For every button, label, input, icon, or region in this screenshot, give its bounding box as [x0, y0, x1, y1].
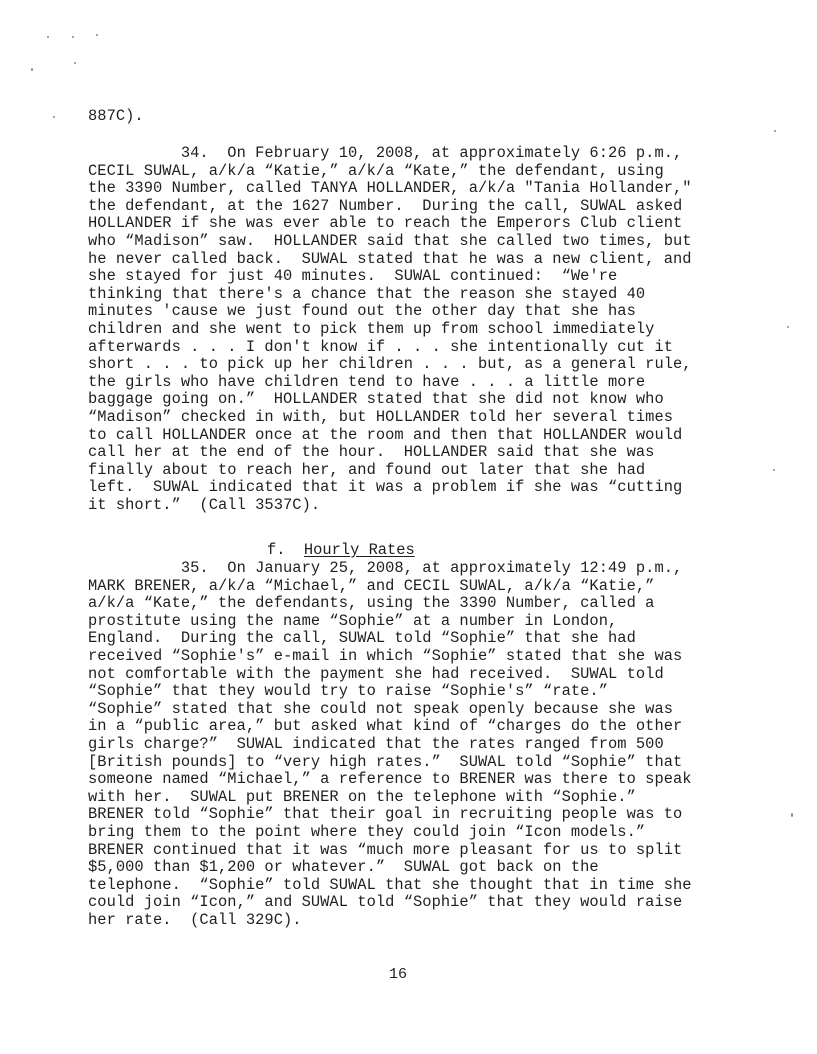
scan-speck	[47, 36, 49, 38]
paragraph-line: the 3390 Number, called TANYA HOLLANDER, a/k/a "Tania Hollander,"	[88, 179, 692, 198]
paragraph-line: [British pounds] to “very high rates.” SUWAL told “Sophie” that	[88, 752, 683, 771]
scan-speck	[791, 813, 793, 817]
paragraph-line: received “Sophie's” e-mail in which “Sophie” stated that she was	[88, 647, 683, 665]
paragraph-line: England. During the call, SUWAL told “Sophie” that she had	[88, 629, 636, 648]
paragraph-line: 35. On January 25, 2008, at approximately 12:49 p.m.,	[88, 559, 683, 577]
paragraph-line: it short.” (Call 3537C).	[88, 496, 321, 514]
scan-speck	[96, 34, 98, 36]
paragraph-line: someone named “Michael,” a reference to BRENER was there to speak	[88, 770, 692, 789]
paragraph-line: in a “public area,” but asked what kind of “charges do the other	[88, 717, 683, 736]
scan-speck	[74, 62, 76, 64]
paragraph-line: left. SUWAL indicated that it was a problem if she was “cutting	[88, 478, 683, 497]
paragraph-line: MARK BRENER, a/k/a “Michael,” and CECIL SUWAL, a/k/a “Katie,”	[88, 576, 655, 595]
paragraph-line: HOLLANDER if she was ever able to reach the Emperors Club client	[88, 214, 683, 233]
paragraph-line: prostitute using the name “Sophie” at a number in London,	[88, 611, 618, 630]
paragraph-line: “Madison” checked in with, but HOLLANDER told her several times	[88, 408, 674, 426]
paragraph-line: could join “Icon,” and SUWAL told “Sophie” that they would raise	[88, 893, 683, 912]
intro-line: 887C).	[88, 107, 144, 125]
paragraph-line: short . . . to pick up her children . . . but, as a general rule,	[88, 355, 692, 374]
paragraph-line: the girls who have children tend to have . . . a little more	[88, 372, 646, 391]
paragraph-line: she stayed for just 40 minutes. SUWAL continued: “We're	[88, 267, 618, 286]
paragraph-line: BRENER told “Sophie” that their goal in recruiting people was to	[88, 805, 683, 824]
paragraph-line: call her at the end of the hour. HOLLANDER said that she was	[88, 443, 655, 462]
paragraph-line: “Sophie” stated that she could not speak openly because she was	[88, 699, 674, 718]
paragraph-line: baggage going on.” HOLLANDER stated that she did not know who	[88, 390, 664, 409]
scan-speck	[774, 130, 776, 132]
paragraph-line: BRENER continued that it was “much more pleasant for us to split	[88, 840, 683, 859]
paragraph-line: who “Madison” saw. HOLLANDER said that she called two times, but	[88, 232, 692, 250]
paragraph-line: telephone. “Sophie” told SUWAL that she thought that in time she	[88, 875, 692, 894]
page-number: 16	[389, 966, 408, 983]
scan-speck	[53, 116, 55, 118]
paragraph-line: CECIL SUWAL, a/k/a “Katie,” a/k/a “Kate,” the defendant, using	[88, 161, 664, 180]
paragraph-line: girls charge?” SUWAL indicated that the rates ranged from 500	[88, 735, 664, 753]
paragraph-line: $5,000 than $1,200 or whatever.” SUWAL got back on the	[88, 858, 599, 877]
paragraph-line: “Sophie” that they would try to raise “Sophie's” “rate.”	[88, 682, 609, 701]
paragraph-line: a/k/a “Kate,” the defendants, using the 3390 Number, called a	[88, 594, 655, 613]
paragraph-line: not comfortable with the payment she had received. SUWAL told	[88, 664, 664, 683]
paragraph-line: he never called back. SUWAL stated that he was a new client, and	[88, 249, 692, 268]
paragraph-line: to call HOLLANDER once at the room and then that HOLLANDER would	[88, 425, 683, 444]
paragraph-line: with her. SUWAL put BRENER on the telephone with “Sophie.”	[88, 787, 636, 806]
paragraph-line: thinking that there's a chance that the reason she stayed 40	[88, 284, 646, 303]
paragraph-line: bring them to the point where they could join “Icon models.”	[88, 823, 646, 841]
paragraph-line: children and she went to pick them up from school immediately	[88, 320, 655, 338]
scan-speck	[773, 469, 775, 471]
paragraph-line: her rate. (Call 329C).	[88, 911, 302, 929]
paragraph-line: the defendant, at the 1627 Number. During the call, SUWAL asked	[88, 196, 683, 215]
scan-speck	[31, 68, 33, 71]
scan-speck	[72, 36, 74, 38]
paragraph-line: 34. On February 10, 2008, at approximately 6:26 p.m.,	[88, 144, 683, 162]
paragraph-line: minutes 'cause we just found out the other day that she has	[88, 302, 636, 321]
section-title: Hourly Rates	[303, 540, 415, 559]
section-letter: f.	[266, 540, 286, 559]
paragraph-line: afterwards . . . I don't know if . . . she intentionally cut it	[88, 337, 674, 356]
scan-speck	[787, 326, 789, 328]
paragraph-line: finally about to reach her, and found out later that she had	[88, 460, 646, 479]
